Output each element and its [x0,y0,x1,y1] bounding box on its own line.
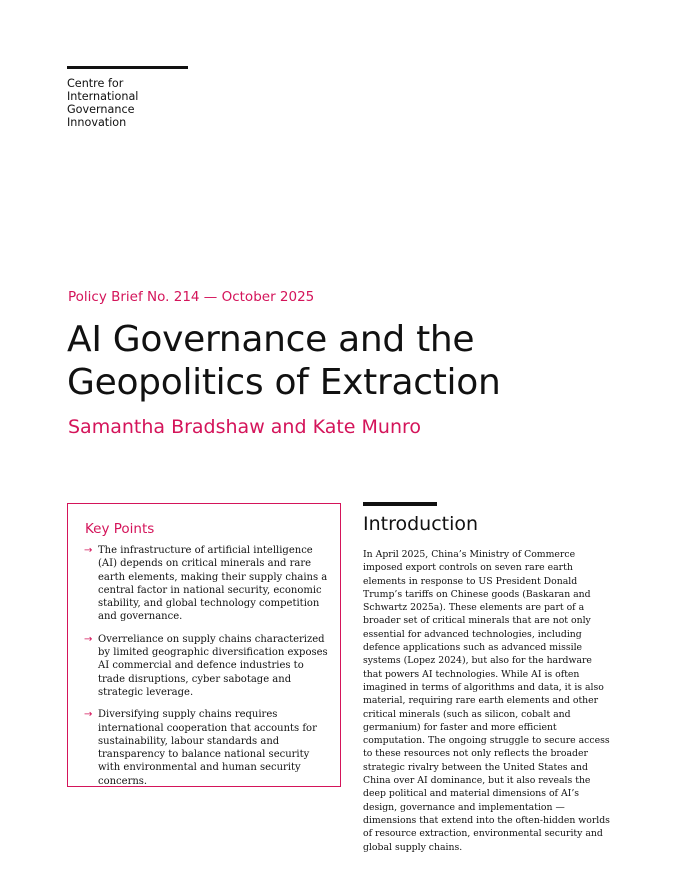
logo-bar [67,66,188,69]
org-name-line2: Governance Innovation [67,103,135,129]
org-name-line1: Centre for International [67,77,139,103]
introduction-body: In April 2025, China’s Ministry of Commerce imposed export controls on seven rare earth elements in response to US President Donald Trump’s tariffs on Chinese goods (Baskaran and Schwartz 2025a). These elements are part of a broader set of critical minerals that are not only essential for advanced technologies, including defence applications such as advanced missile systems (Lopez 2024), but also for the hardware that powers AI technologies. While AI is often imagined in terms of algorithms and data, it is also material, requiring rare earth elements and other critical minerals (such as silicon, cobalt and germanium) for faster and more efficient computation. The ongoing struggle to secure access to these resources not only reflects the broader strategic rivalry between the United States and China over AI dominance, but it also reveals the deep political and material dimensions of AI’s design, governance and implementation — dimensions that extend into the often-hidden worlds of resource extraction, environmental security and global supply chains. [363,549,610,853]
arrow-right-icon: → [84,709,93,721]
key-point-item [84,633,332,699]
arrow-right-icon: → [84,633,93,645]
org-logo [67,66,188,129]
introduction-heading: Introduction [363,513,479,535]
arrow-right-icon: → [84,545,93,556]
key-point-text: Diversifying supply chains requires international cooperation that accounts for sustainability, labour standards and transparency to balance national security with environmental and human security concerns. [98,709,317,787]
key-points-heading: Key Points [85,521,155,537]
key-points-box [67,503,341,787]
brief-number: Policy Brief No. 214 — October 2025 [68,289,315,305]
document-title [67,318,627,404]
key-point-item [84,544,332,624]
key-point-item [84,708,332,788]
title-line2: Geopolitics of Extraction [67,362,501,403]
key-point-text: The infrastructure of artificial intelligence (AI) depends on critical minerals and rare earth elements, making their supply chains a central factor in national security, economic stability, and global technology competition and governance. [98,545,328,623]
authors: Samantha Bradshaw and Kate Munro [68,416,422,438]
section-rule [363,502,437,506]
key-point-text: Overreliance on supply chains characterized by limited geographic diversification exposes AI commercial and defence industries to trade disruptions, cyber sabotage and strategic leverage. [98,633,328,698]
key-points-list [84,544,332,797]
title-line1: AI Governance and the [67,319,475,360]
